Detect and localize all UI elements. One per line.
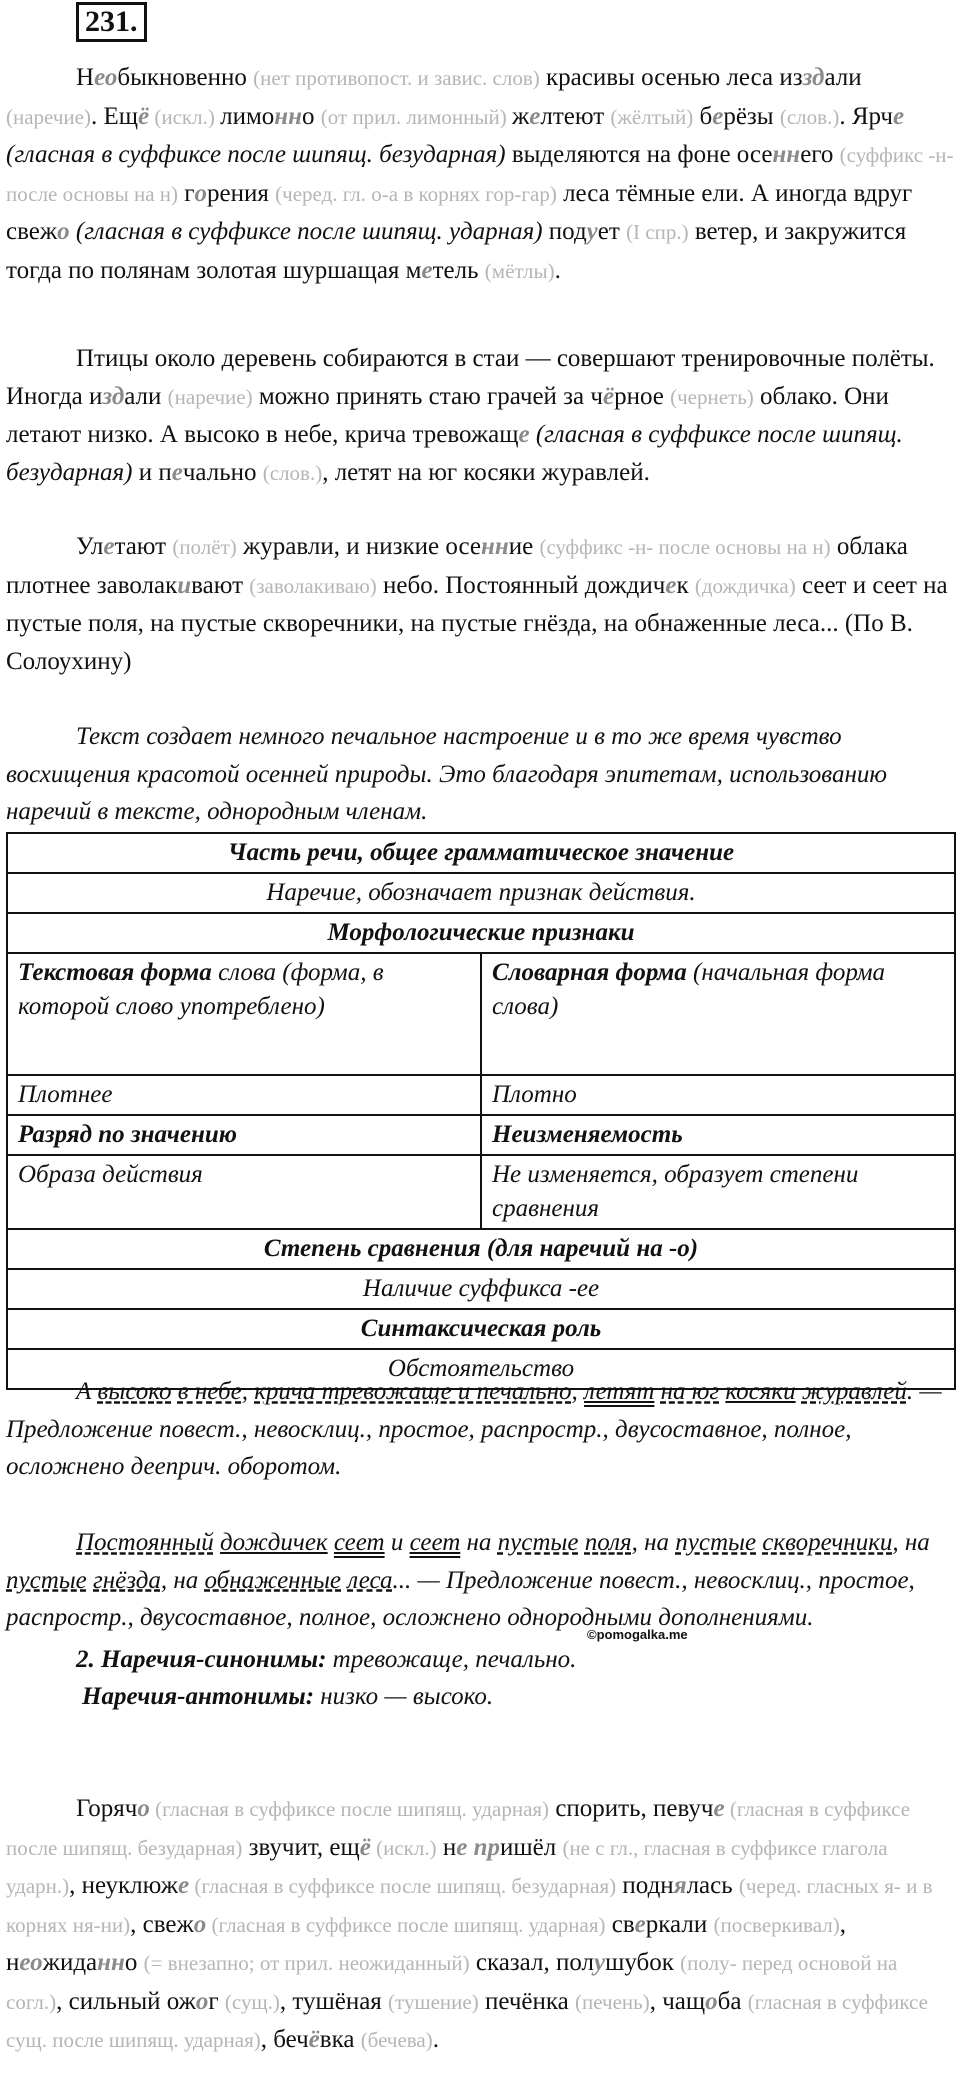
table-cell: Словарная форма (начальная форма слова) (481, 953, 955, 1075)
paragraph-1: Необыкновенно (нет противопост. и завис. слов) красивы осенью леса изздали (наречие). Ещё (искл.) лимонно (от прил. лимонный) желтеют (жёлтый) берёзы (слов.). Ярче (гласная в суффиксе после шипящ. безударная) выделяются на фоне осеннего (суффикс -н- после основы на н) горения (черед. гл. о-а в корнях гор-гар) леса тёмные ели. А иногда вдруг свежо (гласная в суффиксе после шипящ. ударная) подует (I спр.) ветер, и закружится тогда по полянам золотая шуршащая метель (мётлы). (6, 64, 954, 284)
paragraph-3: Улетают (полёт) журавли, и низкие осенние (суффикс -н- после основы на н) облака плотнее заволакивают (заволакиваю) небо. Постоянный дождичек (дождичка) сеет и сеет на пустые поля, на пустые скворечники, на пустые гнёзда, на обнаженные леса... (По В. Солоухину) (6, 533, 948, 675)
morphology-table (6, 832, 956, 1390)
table-header-morph: Морфологические признаки (7, 913, 955, 953)
table-cell: Разряд по значению (7, 1115, 481, 1155)
sentence-analysis-1: А высоко в небе, крича тревожаще и печально, летят на юг косяки журавлей. — Предложение повест., невосклиц., простое, распростр., двусоставное, полное, осложнено дееприч. оборотом. (6, 1378, 942, 1480)
watermark: ©pomogalka.me (587, 1627, 688, 1642)
table-header-syntax: Синтаксическая роль (7, 1309, 955, 1349)
paragraph-2: Птицы около деревень собираются в стаи — совершают тренировочные полёты. Иногда издали (наречие) можно принять стаю грачей за чёрное (чернеть) облако. Они летают низко. А высоко в небе, крича тревожаще (гласная в суффиксе после шипящ. безударная) и печально (слов.), летят на юг косяки журавлей. (6, 345, 935, 486)
sentence-analysis-2: Постоянный дождичек сеет и сеет на пустые поля, на пустые скворечники, на пустые гнёзда, на обнаженные леса... — Предложение повест., невосклиц., простое, распростр., двусоставное, полное, осложнено однородными дополнениями. (6, 1529, 930, 1631)
analysis-text: Текст создает немного печальное настроение и в то же время чувство восхищения красотой осенней природы. Это благодаря эпитетам, использованию наречий в тексте, однородным членам. (6, 723, 887, 825)
table-cell: Не изменяется, образует степени сравнения (481, 1155, 955, 1229)
table-cell: Наличие суффикса -ее (7, 1269, 955, 1309)
table-cell: Плотнее (7, 1075, 481, 1115)
synonyms-line: 2. Наречия-синонимы: тревожаще, печально. (76, 1646, 577, 1673)
antonyms-line: Наречия-антонимы: низко — высоко. (82, 1683, 494, 1710)
table-header-degree: Степень сравнения (для наречий на -о) (7, 1229, 955, 1269)
exercise-number: 231. (76, 2, 147, 42)
table-header-pos: Часть речи, общее грамматическое значение (7, 833, 955, 873)
table-cell: Плотно (481, 1075, 955, 1115)
table-cell: Текстовая форма слова (форма, в которой слово употреблено) (7, 953, 481, 1075)
table-cell: Неизменяемость (481, 1115, 955, 1155)
table-cell: Образа действия (7, 1155, 481, 1229)
table-cell: Наречие, обозначает признак действия. (7, 873, 955, 913)
paragraph-4: Горячо (гласная в суффиксе после шипящ. ударная) спорить, певуче (гласная в суффиксе после шипящ. безударная) звучит, ещё (искл.) не пришёл (не с гл., гласная в суффиксе глагола ударн.), неуклюже (гласная в суффиксе после шипящ. безударная) поднялась (черед. гласных я- и в корнях ня-ни), свежо (гласная в суффиксе после шипящ. ударная) сверкали (посверкивал), неожиданно (= внезапно; от прил. неожиданный) сказал, полушубок (полу- перед основой на согл.), сильный ожог (сущ.), тушёная (тушение) печёнка (печень), чащоба (гласная в суффиксе сущ. после шипящ. ударная), бечёвка (бечева). (6, 1795, 933, 2053)
table-cell: Обстоятельство (7, 1349, 955, 1389)
